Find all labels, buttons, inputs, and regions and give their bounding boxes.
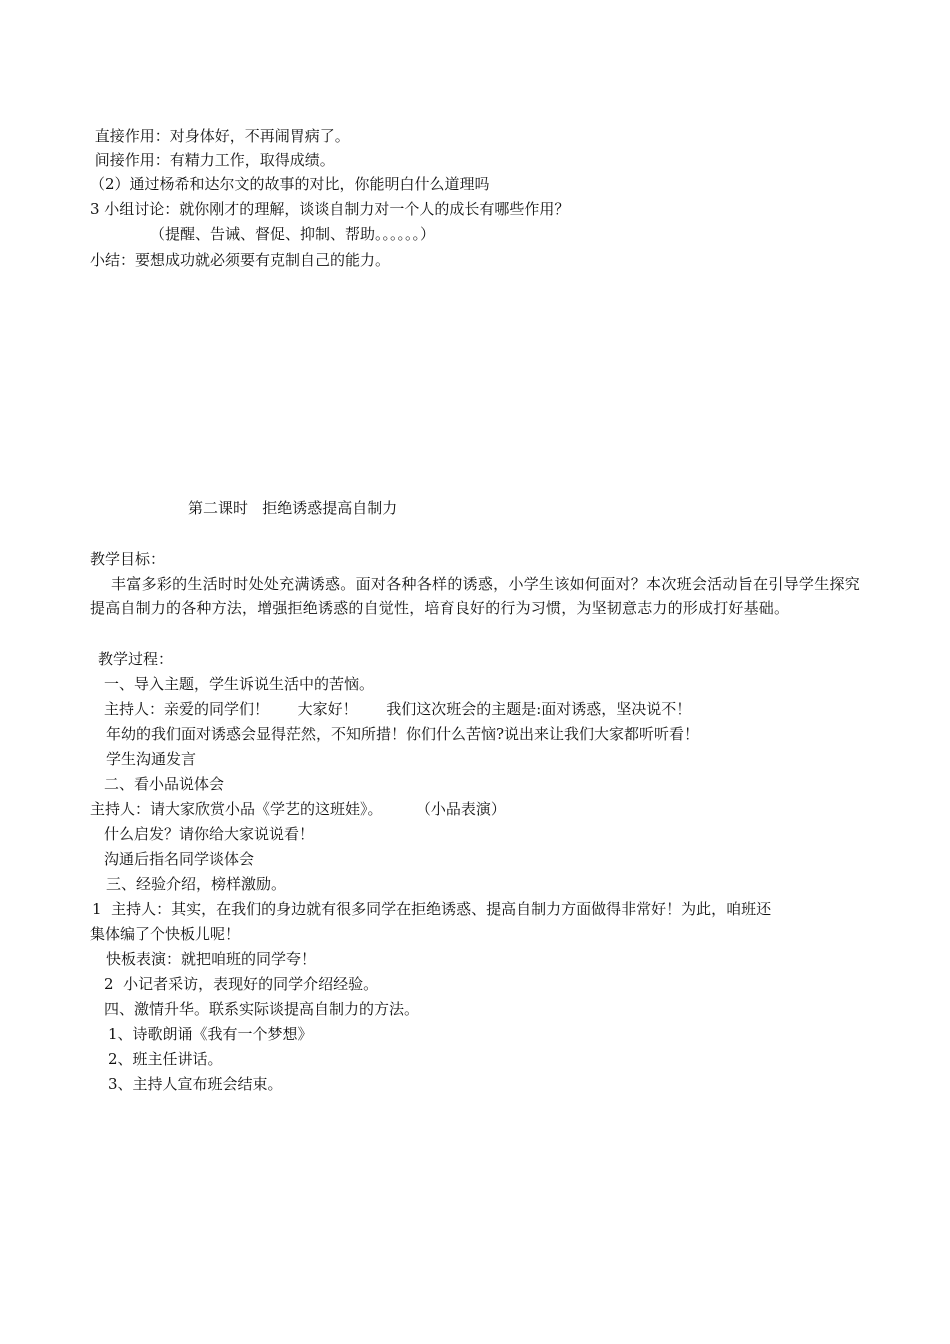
- direct-effect-line: 直接作用：对身体好，不再闹胃病了。: [90, 127, 350, 145]
- teaching-goal-text: 丰富多彩的生活时时处处充满诱惑。面对各种各样的诱惑，小学生该如何面对？本次班会活动旨在引导学生探究提高自制力的各种方法，增强拒绝诱惑的自觉性，培育良好的行为习惯，为坚韧意志力的形成打好基础。: [90, 575, 860, 617]
- host-experience: 1 主持人：其实，在我们的身边就有很多同学在拒绝诱惑、提高自制力方面做得非常好！为此，咱班还: [92, 900, 772, 918]
- indirect-effect-line: 间接作用：有精力工作，取得成绩。: [90, 151, 335, 169]
- process-step-3: 三、经验介绍，榜样激励。: [106, 875, 287, 893]
- group-discussion-line: 3 小组讨论：就你刚才的理解，谈谈自制力对一个人的成长有哪些作用？: [90, 200, 570, 218]
- teaching-process-label: 教学过程：: [98, 650, 174, 668]
- clapper-performance: 快板表演：就把咱班的同学夸！: [106, 950, 317, 968]
- question-2-line: （2）通过杨希和达尔文的故事的对比，你能明白什么道理吗: [90, 175, 490, 193]
- student-speech: 学生沟通发言: [106, 750, 197, 768]
- host-question: 年幼的我们面对诱惑会显得茫然，不知所措！你们什么苦恼?说出来让我们大家都听听看！: [106, 725, 700, 743]
- teaching-goal-label: 教学目标：: [90, 550, 166, 568]
- poem-recital: 1、诗歌朗诵《我有一个梦想》: [108, 1025, 313, 1043]
- lesson-title: 第二课时 拒绝诱惑提高自制力: [188, 499, 398, 517]
- skit-discussion: 沟通后指名同学谈体会: [104, 850, 255, 868]
- process-step-4: 四、激情升华。联系实际谈提高自制力的方法。: [104, 1000, 420, 1018]
- process-step-1: 一、导入主题，学生诉说生活中的苦恼。: [104, 675, 375, 693]
- skit-inspiration: 什么启发？请你给大家说说看！: [104, 825, 315, 843]
- hints-line: （提醒、告诫、督促、抑制、帮助。。。。。。）: [150, 225, 436, 243]
- host-skit-intro: 主持人：请大家欣赏小品《学艺的这班娃》。 （小品表演）: [90, 800, 506, 818]
- meeting-end: 3、主持人宣布班会结束。: [108, 1075, 283, 1093]
- host-greeting: 主持人：亲爱的同学们！ 大家好！ 我们这次班会的主题是:面对诱惑，坚决说不！: [104, 700, 692, 718]
- summary-line: 小结：要想成功就必须要有克制自己的能力。: [90, 251, 391, 269]
- reporter-interview: 2 小记者采访，表现好的同学介绍经验。: [104, 975, 379, 993]
- host-experience-cont: 集体编了个快板儿呢！: [90, 925, 241, 943]
- process-step-2: 二、看小品说体会: [104, 775, 225, 793]
- teacher-speech: 2、班主任讲话。: [108, 1050, 223, 1068]
